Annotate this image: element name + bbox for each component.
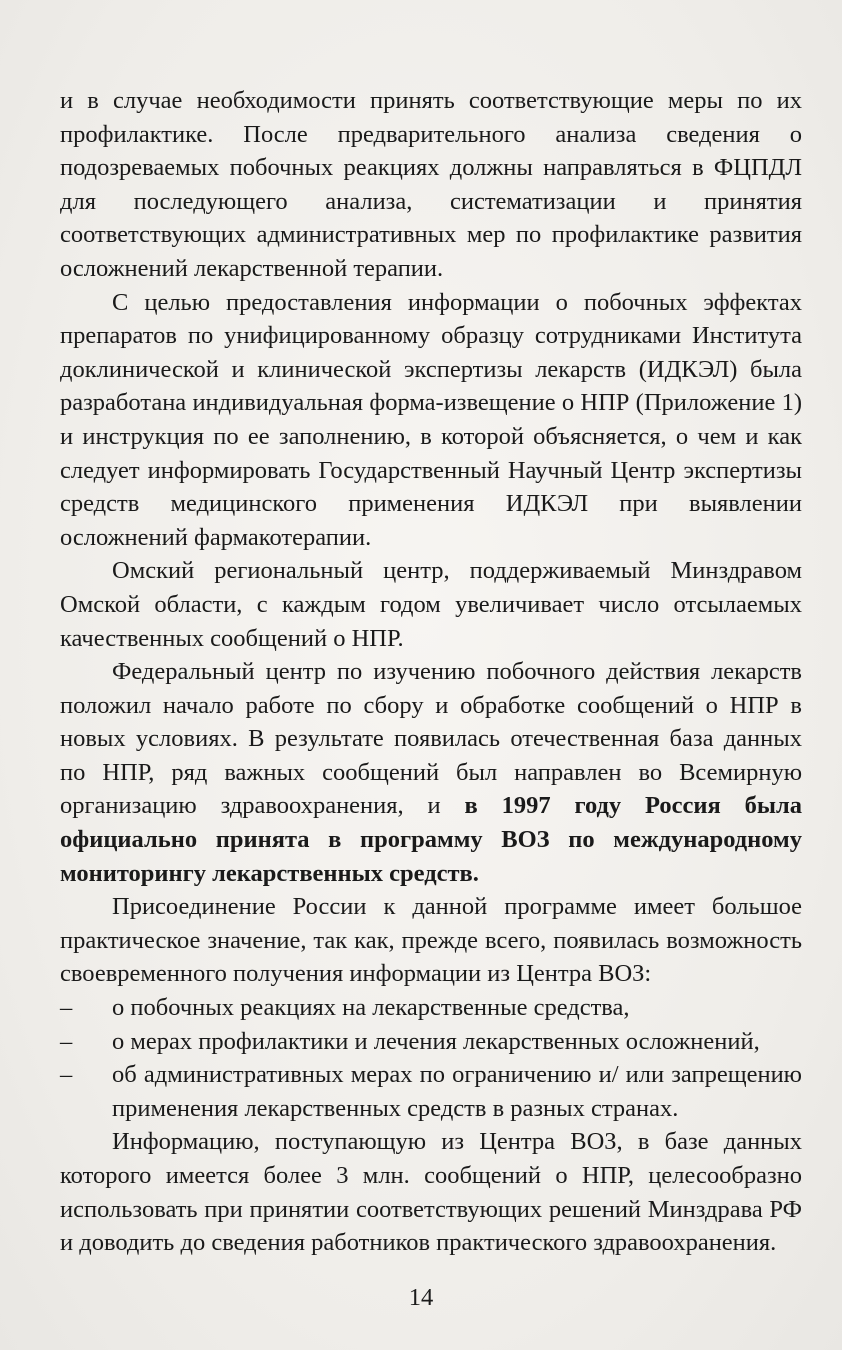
page-number: 14 — [408, 1284, 434, 1311]
paragraph-2: С целью предоставления информации о побочных эффектах препаратов по унифицированному образцу сотрудниками Института доклинической и клинической экспертизы лекарств (ИДКЭЛ) была разработана индивидуальная форма-извещение о НПР (Приложение 1) и инструкция по ее заполнению, в которой объясняется, о чем и как следует информировать Государственный Научный Центр экспертизы средств медицинского применения ИДКЭЛ при выявлении осложнений фармакотерапии. — [60, 288, 802, 551]
paragraph-4-text: Федеральный центр по изучению побочного действия лекарств положил начало работе по сбору и обработке сообщений о НПР в новых условиях. В результате появилась отечественная база данных по НПР, ряд важных сообщений был направлен во Всемирную организацию здравоохранения, и — [60, 658, 802, 820]
paragraph-6: Информацию, поступающую из Центра ВОЗ, в базе данных которого имеется более 3 млн. сообщений о НПР, целесообразно использовать при принятии соответствующих решений Минздрава РФ и доводить до сведения работников практического здравоохранения. — [60, 1128, 802, 1257]
paragraph-4 — [60, 655, 802, 890]
paragraph-4-bold-text: в 1997 году Россия была официально принята в программу ВОЗ по международному мониторингу лекарственных средств. — [60, 792, 802, 887]
paragraph-3: Омский региональный центр, поддерживаемый Минздравом Омской области, с каждым годом увеличивает число отсылаемых качественных сообщений о НПР. — [60, 557, 802, 652]
list-item — [60, 1025, 802, 1059]
body-text — [60, 84, 802, 1260]
list-item — [60, 1058, 802, 1125]
list-item — [60, 991, 802, 1025]
list-item-text: об административных мерах по ограничению и/ или запрещению применения лекарственных средств в разных странах. — [112, 1061, 802, 1122]
list-item-text: о мерах профилактики и лечения лекарственных осложнений, — [112, 1027, 760, 1055]
paragraph-1: и в случае необходимости принять соответствующие меры по их профилактике. После предварительного анализа сведения о подозреваемых побочных реакциях должны направляться в ФЦПДЛ для последующего анализа, систематизации и принятия соответствующих административных мер по профилактике развития осложнений лекарственной терапии. — [60, 87, 802, 282]
info-list — [60, 991, 802, 1125]
paragraph-5: Присоединение России к данной программе имеет большое практическое значение, так как, прежде всего, появилась возможность своевременного получения информации из Центра ВОЗ: — [60, 893, 802, 988]
dash-marker: – — [60, 1061, 73, 1089]
dash-marker: – — [60, 994, 73, 1022]
list-item-text: о побочных реакциях на лекарственные средства, — [112, 994, 630, 1022]
dash-marker: – — [60, 1027, 73, 1055]
